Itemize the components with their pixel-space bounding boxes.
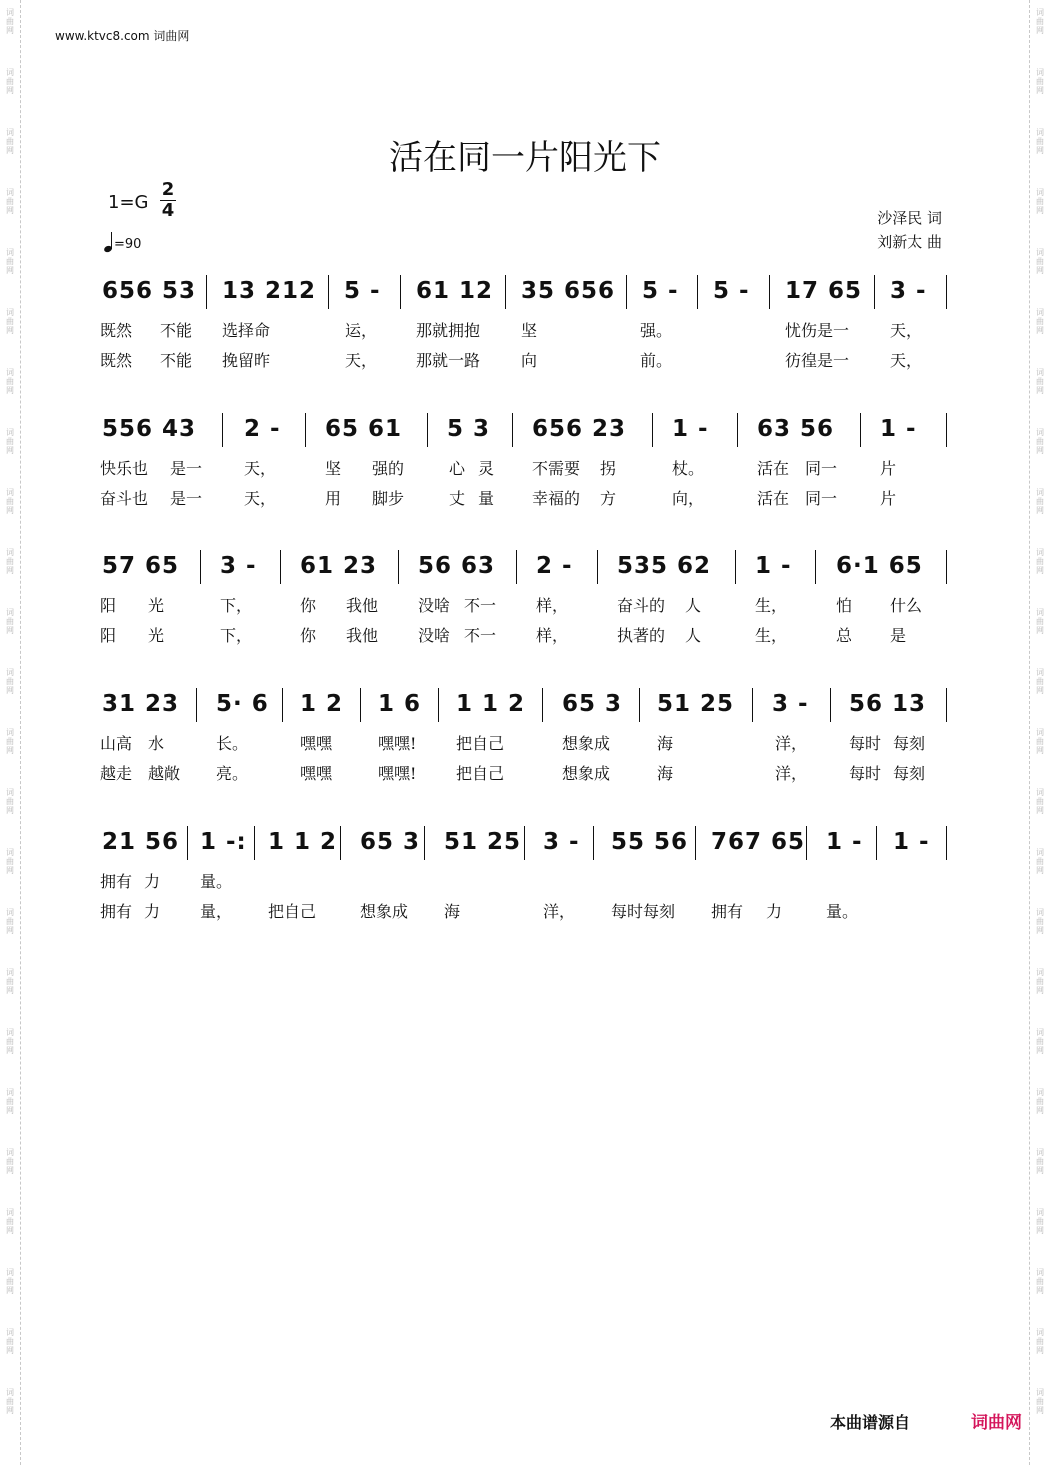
lyric-word: 没啥 xyxy=(418,596,451,615)
lyric-word: 杖。 xyxy=(672,459,705,478)
lyric-word: 强的 xyxy=(372,459,405,478)
measure-notes: 3 - xyxy=(890,278,927,304)
watermark-text: 词 曲 网 xyxy=(1036,308,1044,335)
lyric-word: 洋， xyxy=(775,734,808,753)
lyric-word: 想象成 xyxy=(360,902,409,921)
lyric-word: 样， xyxy=(536,596,569,615)
watermark-text: 词 曲 网 xyxy=(6,1328,14,1355)
barline xyxy=(282,688,283,722)
watermark-text: 词 曲 网 xyxy=(6,1088,14,1115)
lyric-word: 量。 xyxy=(826,902,859,921)
barline xyxy=(695,826,696,860)
composer-credit: 刘新太 曲 xyxy=(877,233,942,251)
lyric-word: 向 xyxy=(521,351,538,370)
barline xyxy=(200,550,201,584)
lyric-word: 越走 xyxy=(100,764,133,783)
watermark-text: 词 曲 网 xyxy=(1036,848,1044,875)
measure-notes: 1 - xyxy=(880,416,917,442)
lyric-word: 把自己 xyxy=(456,734,505,753)
watermark-text: 词 曲 网 xyxy=(1036,608,1044,635)
barline xyxy=(946,550,947,584)
key-signature: 1=G xyxy=(108,192,149,213)
watermark-text: 词 曲 网 xyxy=(1036,1148,1044,1175)
barline xyxy=(328,275,329,309)
lyric-word: 用 xyxy=(325,489,342,508)
watermark-text: 词 曲 网 xyxy=(6,788,14,815)
watermark-text: 词 曲 网 xyxy=(1036,548,1044,575)
lyricist-credit: 沙泽民 词 xyxy=(877,209,942,227)
measure-notes: 13 212 xyxy=(222,278,317,304)
measure-notes: 1 2 xyxy=(300,691,344,717)
barline xyxy=(737,413,738,447)
measure-notes: 3 - xyxy=(772,691,809,717)
lyric-word: 天， xyxy=(244,489,277,508)
lyric-word: 幸福的 xyxy=(532,489,581,508)
lyric-word: 嘿嘿 xyxy=(300,764,333,783)
watermark-text: 词 曲 网 xyxy=(1036,428,1044,455)
measure-notes: 35 656 xyxy=(521,278,616,304)
barline xyxy=(639,688,640,722)
lyric-word: 量， xyxy=(200,902,233,921)
lyric-word: 生， xyxy=(755,626,788,645)
measure-notes: 1 1 2 xyxy=(268,829,338,855)
site-url[interactable]: www.ktvc8.com 词曲网 xyxy=(55,29,190,43)
time-signature-top: 2 xyxy=(161,179,175,200)
watermark-text: 词 曲 网 xyxy=(1036,8,1044,35)
measure-notes: 31 23 xyxy=(102,691,180,717)
measure-notes: 65 3 xyxy=(360,829,421,855)
measure-notes: 3 - xyxy=(543,829,580,855)
watermark-text: 词 曲 网 xyxy=(6,1388,14,1415)
lyric-word: 光 xyxy=(148,596,165,615)
lyric-word: 山高 xyxy=(100,734,133,753)
watermark-text: 词 曲 网 xyxy=(6,488,14,515)
lyric-word: 我他 xyxy=(346,596,379,615)
lyric-word: 方 xyxy=(600,489,617,508)
barline xyxy=(222,413,223,447)
measure-notes: 656 23 xyxy=(532,416,627,442)
watermark-text: 词 曲 网 xyxy=(1036,1208,1044,1235)
barline xyxy=(752,688,753,722)
watermark-text: 词 曲 网 xyxy=(1036,68,1044,95)
lyric-word: 同一 xyxy=(805,489,838,508)
lyric-word: 人 xyxy=(685,626,702,645)
watermark-text: 词 曲 网 xyxy=(6,668,14,695)
barline xyxy=(735,550,736,584)
lyric-word: 彷徨是一 xyxy=(785,351,850,370)
barline xyxy=(512,413,513,447)
barline xyxy=(424,826,425,860)
barline xyxy=(542,688,543,722)
lyric-word: 拥有 xyxy=(711,902,744,921)
barline xyxy=(830,688,831,722)
lyric-word: 前。 xyxy=(640,351,673,370)
barline xyxy=(860,413,861,447)
time-signature-bottom: 4 xyxy=(161,200,175,221)
barline xyxy=(516,550,517,584)
lyric-word: 不能 xyxy=(160,321,193,340)
lyric-word: 不一 xyxy=(464,596,497,615)
lyric-word: 嘿嘿 xyxy=(300,734,333,753)
barline xyxy=(946,413,947,447)
measure-notes: 17 65 xyxy=(785,278,863,304)
lyric-word: 活在 xyxy=(757,459,790,478)
measure-notes: 5 3 xyxy=(447,416,491,442)
footer-source-label: 本曲谱源自 xyxy=(829,1413,910,1432)
measure-notes: 767 65 xyxy=(711,829,806,855)
lyric-word: 海 xyxy=(657,734,674,753)
watermark-text: 词 曲 网 xyxy=(1036,1328,1044,1355)
lyric-word: 挽留昨 xyxy=(222,351,271,370)
lyric-word: 下， xyxy=(220,626,253,645)
lyric-word: 不能 xyxy=(160,351,193,370)
lyric-word: 每时每刻 xyxy=(611,902,676,921)
watermark-text: 词 曲 网 xyxy=(1036,1388,1044,1415)
barline xyxy=(946,826,947,860)
lyric-word: 长。 xyxy=(216,734,249,753)
lyric-word: 把自己 xyxy=(456,764,505,783)
lyric-word: 既然 xyxy=(100,351,133,370)
watermark-text: 词 曲 网 xyxy=(1036,188,1044,215)
lyric-word: 不一 xyxy=(464,626,497,645)
measure-notes: 2 - xyxy=(536,553,573,579)
watermark-text: 词 曲 网 xyxy=(6,368,14,395)
measure-notes: 5 - xyxy=(713,278,750,304)
lyric-word: 每时 xyxy=(849,764,882,783)
barline xyxy=(398,550,399,584)
barline xyxy=(593,826,594,860)
lyric-word: 那就一路 xyxy=(416,351,481,370)
lyric-word: 亮。 xyxy=(216,764,249,783)
watermark-text: 词 曲 网 xyxy=(6,8,14,35)
lyric-word: 片 xyxy=(880,459,897,478)
tempo-marking xyxy=(104,232,141,252)
watermark-text: 词 曲 网 xyxy=(1036,1088,1044,1115)
measure-notes: 55 56 xyxy=(611,829,689,855)
lyric-word: 运， xyxy=(345,321,378,340)
watermark-text: 词 曲 网 xyxy=(6,188,14,215)
watermark-text: 词 曲 网 xyxy=(1036,488,1044,515)
barline xyxy=(874,275,875,309)
barline xyxy=(254,826,255,860)
barline xyxy=(697,275,698,309)
watermark-text: 词 曲 网 xyxy=(6,968,14,995)
lyric-word: 既然 xyxy=(100,321,133,340)
measure-notes: 1 - xyxy=(826,829,863,855)
watermark-text: 词 曲 网 xyxy=(1036,668,1044,695)
barline xyxy=(769,275,770,309)
lyric-word: 洋， xyxy=(543,902,576,921)
watermark-text: 词 曲 网 xyxy=(1036,368,1044,395)
lyric-word: 什么 xyxy=(890,596,923,615)
measure-notes: 65 61 xyxy=(325,416,403,442)
measure-notes: 1 - xyxy=(672,416,709,442)
barline xyxy=(946,688,947,722)
measure-notes: 61 12 xyxy=(416,278,494,304)
tempo-value: =90 xyxy=(114,237,142,252)
measure-notes: 6·1 65 xyxy=(836,553,923,579)
lyric-word: 是 xyxy=(890,626,907,645)
lyric-word: 灵 xyxy=(478,459,495,478)
lyric-word: 奋斗也 xyxy=(100,489,149,508)
barline xyxy=(187,826,188,860)
barline xyxy=(652,413,653,447)
measure-notes: 535 62 xyxy=(617,553,712,579)
barline xyxy=(400,275,401,309)
lyric-word: 嘿嘿! xyxy=(378,734,417,753)
lyric-word: 力 xyxy=(144,872,161,891)
lyric-word: 强。 xyxy=(640,321,673,340)
lyric-word: 那就拥抱 xyxy=(416,321,481,340)
lyric-word: 天， xyxy=(244,459,277,478)
lyric-word: 样， xyxy=(536,626,569,645)
measure-notes: 1 - xyxy=(893,829,930,855)
lyric-word: 坚 xyxy=(325,459,342,478)
lyric-word: 是一 xyxy=(170,459,203,478)
barline xyxy=(427,413,428,447)
measure-notes: 57 65 xyxy=(102,553,180,579)
lyric-word: 海 xyxy=(444,902,461,921)
lyric-word: 拥有 xyxy=(100,872,133,891)
lyric-word: 阳 xyxy=(100,596,117,615)
measure-notes: 1 1 2 xyxy=(456,691,526,717)
lyric-word: 怕 xyxy=(836,596,853,615)
barline xyxy=(946,275,947,309)
lyric-word: 脚步 xyxy=(372,489,405,508)
watermark-text: 词 曲 网 xyxy=(6,308,14,335)
lyric-word: 天， xyxy=(345,351,378,370)
measure-notes: 5· 6 xyxy=(216,691,269,717)
lyric-word: 光 xyxy=(148,626,165,645)
watermark-text: 词 曲 网 xyxy=(1036,1268,1044,1295)
measure-notes: 656 53 xyxy=(102,278,197,304)
watermark-text: 词 曲 网 xyxy=(1036,128,1044,155)
lyric-word: 力 xyxy=(144,902,161,921)
measure-notes: 2 - xyxy=(244,416,281,442)
watermark-text: 词 曲 网 xyxy=(6,428,14,455)
barline xyxy=(815,550,816,584)
lyric-word: 没啥 xyxy=(418,626,451,645)
measure-notes: 1 6 xyxy=(378,691,422,717)
lyric-word: 拐 xyxy=(600,459,617,478)
barline xyxy=(206,275,207,309)
lyric-word: 每刻 xyxy=(893,764,926,783)
lyric-word: 选择命 xyxy=(222,321,271,340)
barline xyxy=(280,550,281,584)
lyric-word: 片 xyxy=(880,489,897,508)
watermark-text: 词 曲 网 xyxy=(1036,728,1044,755)
watermark-text: 词 曲 网 xyxy=(6,68,14,95)
lyric-word: 同一 xyxy=(805,459,838,478)
barline xyxy=(505,275,506,309)
measure-notes: 56 63 xyxy=(418,553,496,579)
watermark-text: 词 曲 网 xyxy=(1036,248,1044,275)
lyric-word: 嘿嘿! xyxy=(378,764,417,783)
lyric-word: 天， xyxy=(890,321,923,340)
lyric-word: 坚 xyxy=(521,321,538,340)
lyric-word: 我他 xyxy=(346,626,379,645)
measure-notes: 1 -: xyxy=(200,829,247,855)
lyric-word: 每刻 xyxy=(893,734,926,753)
lyric-word: 快乐也 xyxy=(100,459,149,478)
measure-notes: 63 56 xyxy=(757,416,835,442)
measure-notes: 51 25 xyxy=(444,829,522,855)
barline xyxy=(438,688,439,722)
lyric-word: 奋斗的 xyxy=(617,596,666,615)
lyric-word: 阳 xyxy=(100,626,117,645)
watermark-text: 词 曲 网 xyxy=(6,1268,14,1295)
lyric-word: 量 xyxy=(478,489,495,508)
measure-notes: 3 - xyxy=(220,553,257,579)
watermark-text: 词 曲 网 xyxy=(6,1028,14,1055)
lyric-word: 是一 xyxy=(170,489,203,508)
quarter-note-icon xyxy=(104,232,114,252)
measure-notes: 61 23 xyxy=(300,553,378,579)
lyric-word: 力 xyxy=(766,902,783,921)
time-signature xyxy=(160,180,176,221)
watermark-text: 词 曲 网 xyxy=(6,248,14,275)
watermark-text: 词 曲 网 xyxy=(6,848,14,875)
lyric-word: 天， xyxy=(890,351,923,370)
barline xyxy=(360,688,361,722)
lyric-word: 总 xyxy=(836,626,853,645)
lyric-word: 丈 xyxy=(449,489,466,508)
barline xyxy=(524,826,525,860)
measure-notes: 1 - xyxy=(755,553,792,579)
watermark-text: 词 曲 网 xyxy=(6,728,14,755)
watermark-text: 词 曲 网 xyxy=(1036,788,1044,815)
lyric-word: 下， xyxy=(220,596,253,615)
barline xyxy=(340,826,341,860)
measure-notes: 56 13 xyxy=(849,691,927,717)
measure-notes: 65 3 xyxy=(562,691,623,717)
barline xyxy=(305,413,306,447)
lyric-word: 活在 xyxy=(757,489,790,508)
barline xyxy=(196,688,197,722)
lyric-word: 生， xyxy=(755,596,788,615)
lyric-word: 想象成 xyxy=(562,734,611,753)
barline xyxy=(806,826,807,860)
watermark-text: 词 曲 网 xyxy=(1036,908,1044,935)
measure-notes: 51 25 xyxy=(657,691,735,717)
lyric-word: 量。 xyxy=(200,872,233,891)
barline xyxy=(597,550,598,584)
song-title: 活在同一片阳光下 xyxy=(389,138,661,178)
lyric-word: 拥有 xyxy=(100,902,133,921)
lyric-word: 向， xyxy=(672,489,705,508)
barline xyxy=(626,275,627,309)
lyric-word: 每时 xyxy=(849,734,882,753)
watermark-text: 词 曲 网 xyxy=(6,548,14,575)
watermark-text: 词 曲 网 xyxy=(6,128,14,155)
measure-notes: 21 56 xyxy=(102,829,180,855)
watermark-text: 词 曲 网 xyxy=(6,608,14,635)
lyric-word: 你 xyxy=(300,596,317,615)
measure-notes: 5 - xyxy=(642,278,679,304)
watermark-text: 词 曲 网 xyxy=(1036,968,1044,995)
lyric-word: 越敞 xyxy=(148,764,181,783)
lyric-word: 不需要 xyxy=(532,459,581,478)
lyric-word: 水 xyxy=(148,734,165,753)
lyric-word: 把自己 xyxy=(268,902,317,921)
measure-notes: 556 43 xyxy=(102,416,197,442)
barline xyxy=(876,826,877,860)
lyric-word: 忧伤是一 xyxy=(785,321,850,340)
lyric-word: 执著的 xyxy=(617,626,666,645)
lyric-word: 心 xyxy=(449,459,466,478)
watermark-text: 词 曲 网 xyxy=(6,1148,14,1175)
watermark-text: 词 曲 网 xyxy=(6,908,14,935)
lyric-word: 想象成 xyxy=(562,764,611,783)
measure-notes: 5 - xyxy=(344,278,381,304)
watermark-text: 词 曲 网 xyxy=(6,1208,14,1235)
lyric-word: 人 xyxy=(685,596,702,615)
footer-brand[interactable]: 词曲网 xyxy=(971,1413,1022,1433)
lyric-word: 你 xyxy=(300,626,317,645)
lyric-word: 洋， xyxy=(775,764,808,783)
lyric-word: 海 xyxy=(657,764,674,783)
watermark-text: 词 曲 网 xyxy=(1036,1028,1044,1055)
